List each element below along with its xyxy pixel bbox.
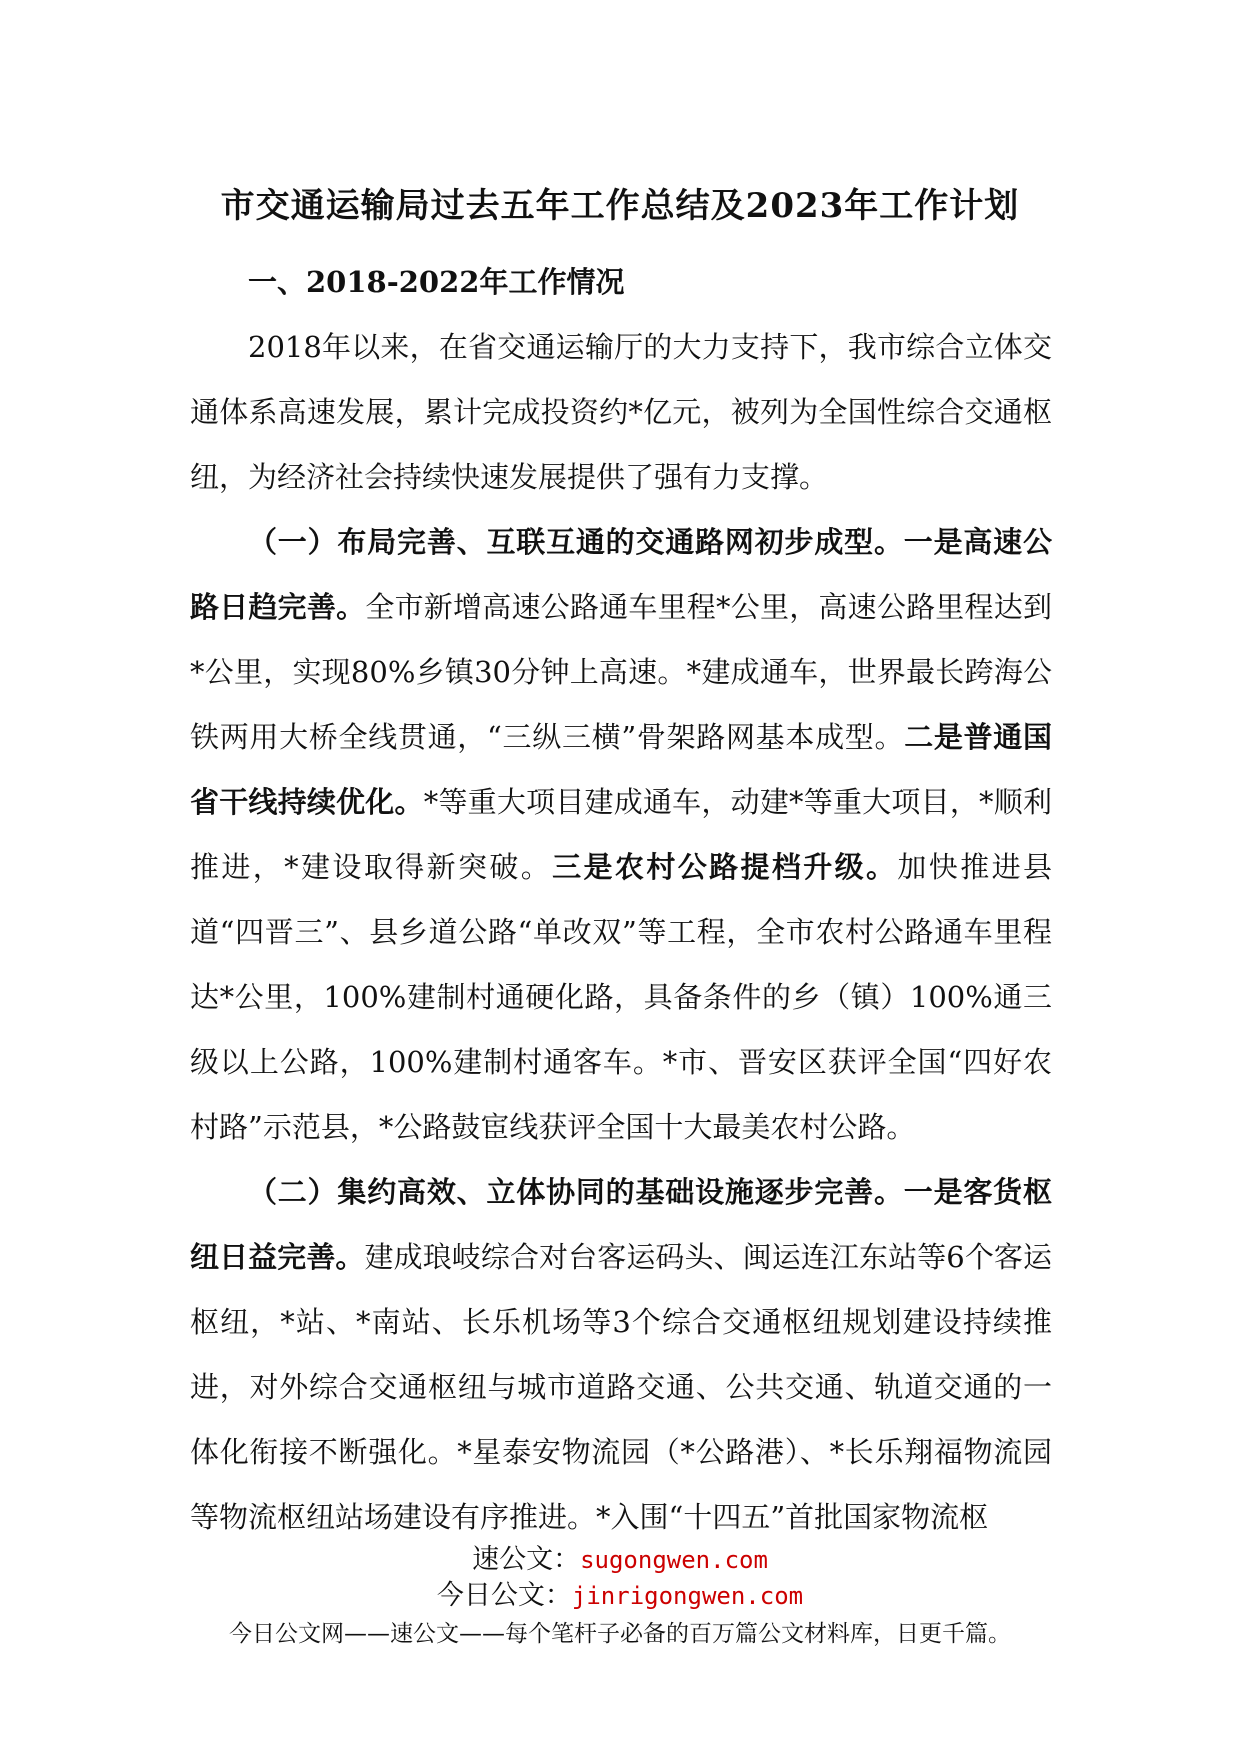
part1-text3: 加快推进县道“四晋三”、县乡道公路“单改双”等工程，全市农村公路通车里程达*公里，100%建制村通硬化路，具备条件的乡（镇）100%通三级以上公路，100%建制村通客车。*市、晋安区获评全国“四好农村路”示范县，*公路鼓宦线获评全国十大最美农村公路。 bbox=[190, 850, 1052, 1144]
footer bbox=[0, 1542, 1240, 1652]
part1-lead: （一）布局完善、互联互通的交通路网初步成型。一是高速公路日趋完善。 bbox=[190, 525, 1052, 624]
footer-label-1: 速公文： bbox=[472, 1544, 581, 1575]
part1-text1: 全市新增高速公路通车里程*公里，高速公路里程达到*公里，实现80%乡镇30分钟上高速。*建成通车，世界最长跨海公铁两用大桥全线贯通，“三纵三横”骨架路网基本成型。 bbox=[190, 590, 1052, 754]
part1-bold2: 二是普通国省干线持续优化。 bbox=[190, 720, 1052, 819]
footer-line2 bbox=[0, 1578, 1240, 1614]
section-heading: 一、2018-2022年工作情况 bbox=[248, 265, 625, 299]
part1-text2: *等重大项目建成通车，动建*等重大项目，*顺利推进，*建设取得新突破。 bbox=[190, 785, 1052, 884]
footer-line1 bbox=[0, 1542, 1240, 1578]
intro-paragraph: 2018年以来，在省交通运输厅的大力支持下，我市综合立体交通体系高速发展，累计完成投资约*亿元，被列为全国性综合交通枢纽，为经济社会持续快速发展提供了强有力支撑。 bbox=[190, 330, 1052, 494]
page-title: 市交通运输局过去五年工作总结及2023年工作计划 bbox=[220, 186, 1020, 226]
paragraph-part1 bbox=[190, 510, 1052, 1160]
part2-lead: （二）集约高效、立体协同的基础设施逐步完善。一是客货枢纽日益完善。 bbox=[190, 1175, 1052, 1274]
paragraph-part2 bbox=[190, 1160, 1052, 1550]
footer-link-jinrigongwen[interactable]: jinrigongwen.com bbox=[571, 1582, 804, 1610]
footer-slogan: 今日公文网——速公文——每个笔杆子必备的百万篇公文材料库，日更千篇。 bbox=[229, 1621, 1011, 1647]
footer-link-sugongwen[interactable]: sugongwen.com bbox=[580, 1546, 768, 1574]
document-body bbox=[190, 250, 1052, 1550]
part2-text1: 建成琅岐综合对台客运码头、闽运连江东站等6个客运枢纽，*站、*南站、长乐机场等3个综合交通枢纽规划建设持续推进，对外综合交通枢纽与城市道路交通、公共交通、轨道交通的一体化衔接不断强化。*星泰安物流园（*公路港）、*长乐翔福物流园等物流枢纽站场建设有序推进。*入围“十四五”首批国家物流枢 bbox=[190, 1240, 1052, 1534]
part1-bold3: 三是农村公路提档升级。 bbox=[552, 850, 898, 884]
footer-label-2: 今日公文： bbox=[436, 1580, 572, 1611]
